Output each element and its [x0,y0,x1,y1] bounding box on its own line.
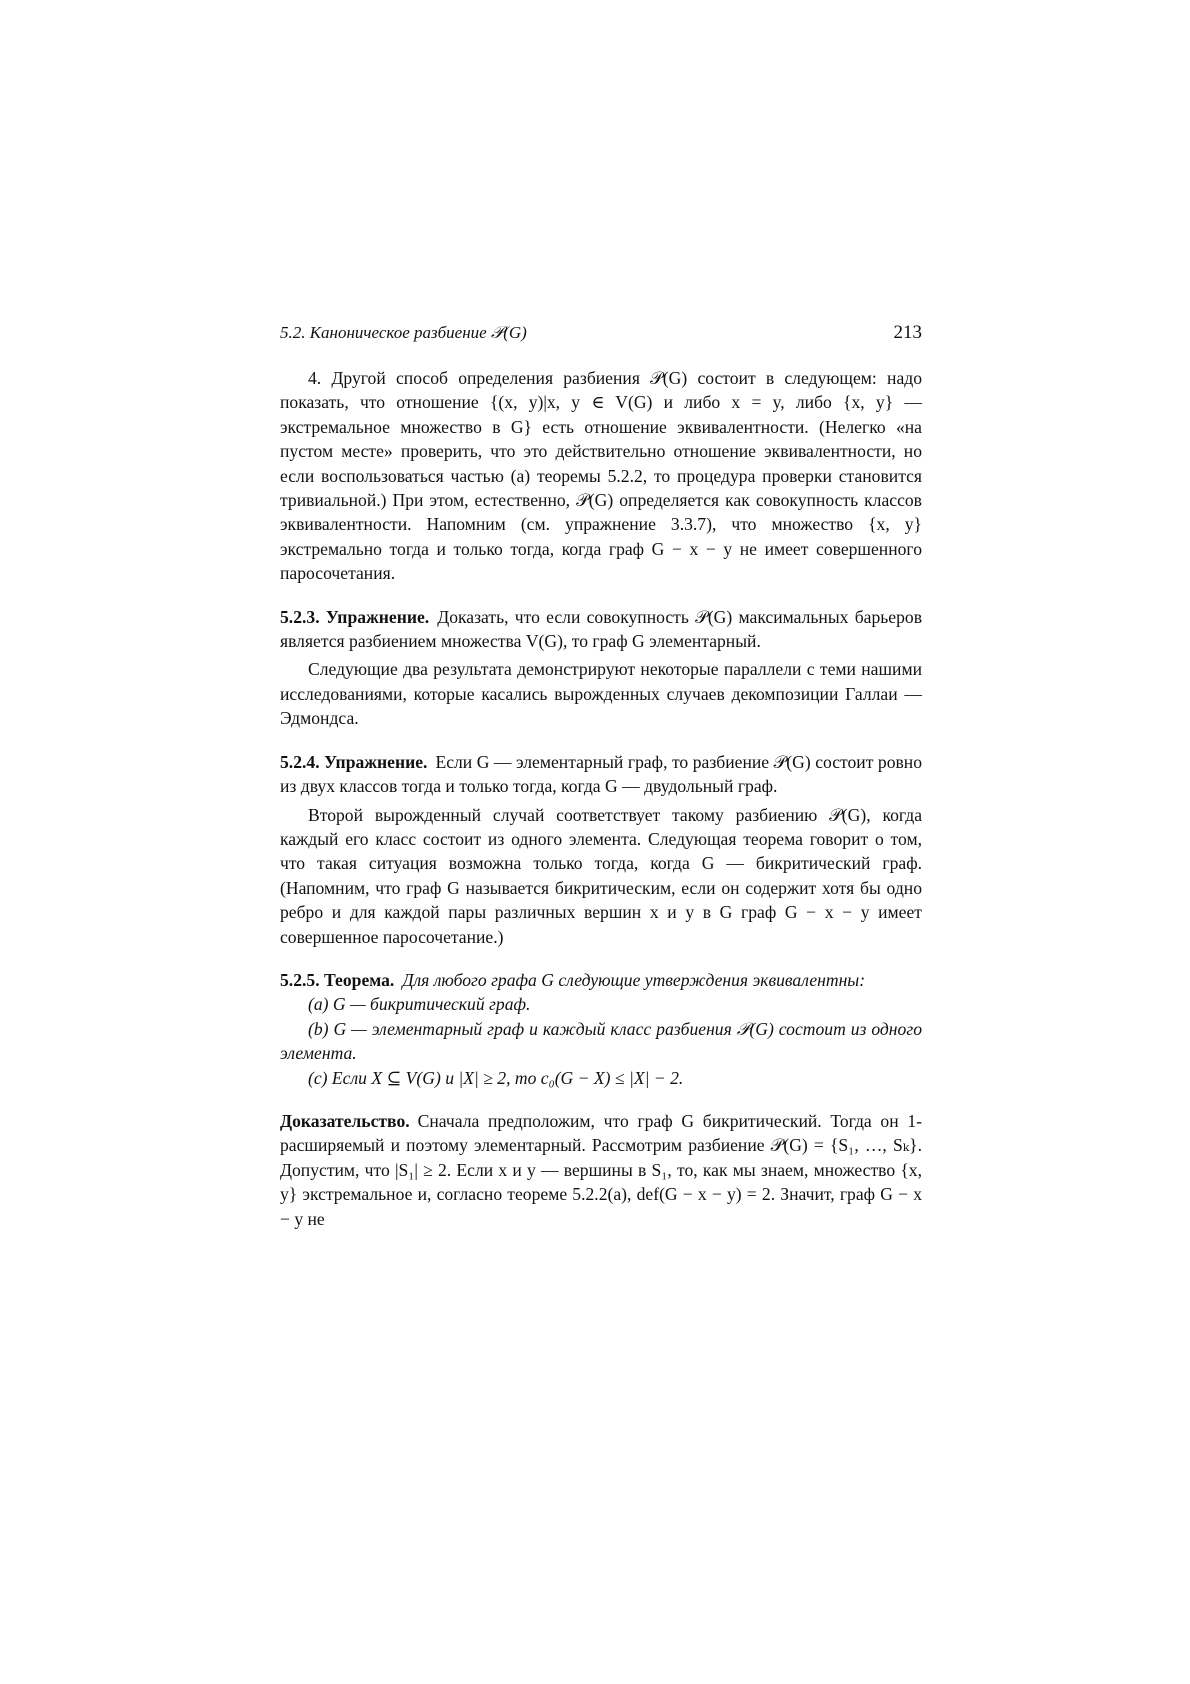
exercise-5-2-4-text: Если G — элементарный граф, то разбиение 𝒫(G) состоит ровно из двух классов тогда и только тогда, когда G — двудольный граф. [280,751,923,797]
page-number: 213 [893,322,922,343]
paragraph-second-case: Второй вырожденный случай соответствует такому разбиению 𝒫(G), когда каждый его класс состоит из одного элемента. Следующая теорема говорит о том, что такая ситуация возможна только тогда, когда G — бикритический граф. (Напомним, что граф G называется бикритическим, если он содержит хотя бы одно ребро и для каждой пары различных вершин x и y в G граф G − x − y имеет совершенное паросочетание.) [280,804,922,947]
paragraph-item-4: 4. Другой способ определения разбиения 𝒫(G) состоит в следующем: надо показать, что отношение {(x, y)|x, y ∈ V(G) и либо x = y, либо {x, y} — экстремальное множество в G} есть отношение эквивалентности. (Нелегко «на пустом месте» проверить, что это действительно отношение эквивалентности, но если воспользоваться частью (a) теоремы 5.2.2, то процедура проверки становится тривиальной.) При этом, естественно, 𝒫(G) определяется как совокупность классов эквивалентности. Напомним (см. упражнение 3.3.7), что множество {x, y} экстремально тогда и только тогда, когда граф G − x − y не имеет совершенного паросочетания. [280,368,922,584]
theorem-item-c: (c) Если X ⊆ V(G) и |X| ≥ 2, то c₀(G − X) ≤ |X| − 2. [308,1067,684,1088]
theorem-5-2-5 [280,968,922,992]
proof [280,1109,922,1231]
exercise-5-2-3-text: Доказать, что если совокупность 𝒫(G) максимальных барьеров является разбиением множества V(G), то граф G элементарный. [280,606,923,652]
paragraph-two-results: Следующие два результата демонстрируют некоторые параллели с теми нашими исследованиями, которые касались вырожденных случаев декомпозиции Галлаи — Эдмондса. [280,659,922,729]
theorem-item-b: (b) G — элементарный граф и каждый класс разбиения 𝒫(G) состоит из одного элемента. [280,1018,922,1064]
exercise-5-2-3 [280,605,922,654]
book-page [280,322,922,1231]
theorem-5-2-5-heading: 5.2.5. Теорема. [280,969,395,990]
running-head [280,322,922,344]
section-title: 5.2. Каноническое разбиение 𝒫(G) [280,323,527,342]
proof-heading: Доказательство. [280,1110,410,1131]
proof-text: Сначала предположим, что граф G бикритический. Тогда он 1-расширяемый и поэтому элементарный. Рассмотрим разбиение 𝒫(G) = {S₁, …, Sₖ}. Допустим, что |S₁| ≥ 2. Если x и y — вершины в S₁, то, как мы знаем, множество {x, y} экстремальное и, согласно теореме 5.2.2(a), def(G − x − y) = 2. Значит, граф G − x − y не [280,1110,922,1229]
theorem-item-a: (a) G — бикритический граф. [308,994,531,1015]
exercise-5-2-3-heading: 5.2.3. Упражнение. [280,606,430,627]
exercise-5-2-4-heading: 5.2.4. Упражнение. [280,751,428,772]
exercise-5-2-4 [280,750,922,799]
theorem-5-2-5-statement: Для любого графа G следующие утверждения эквивалентны: [402,969,866,990]
